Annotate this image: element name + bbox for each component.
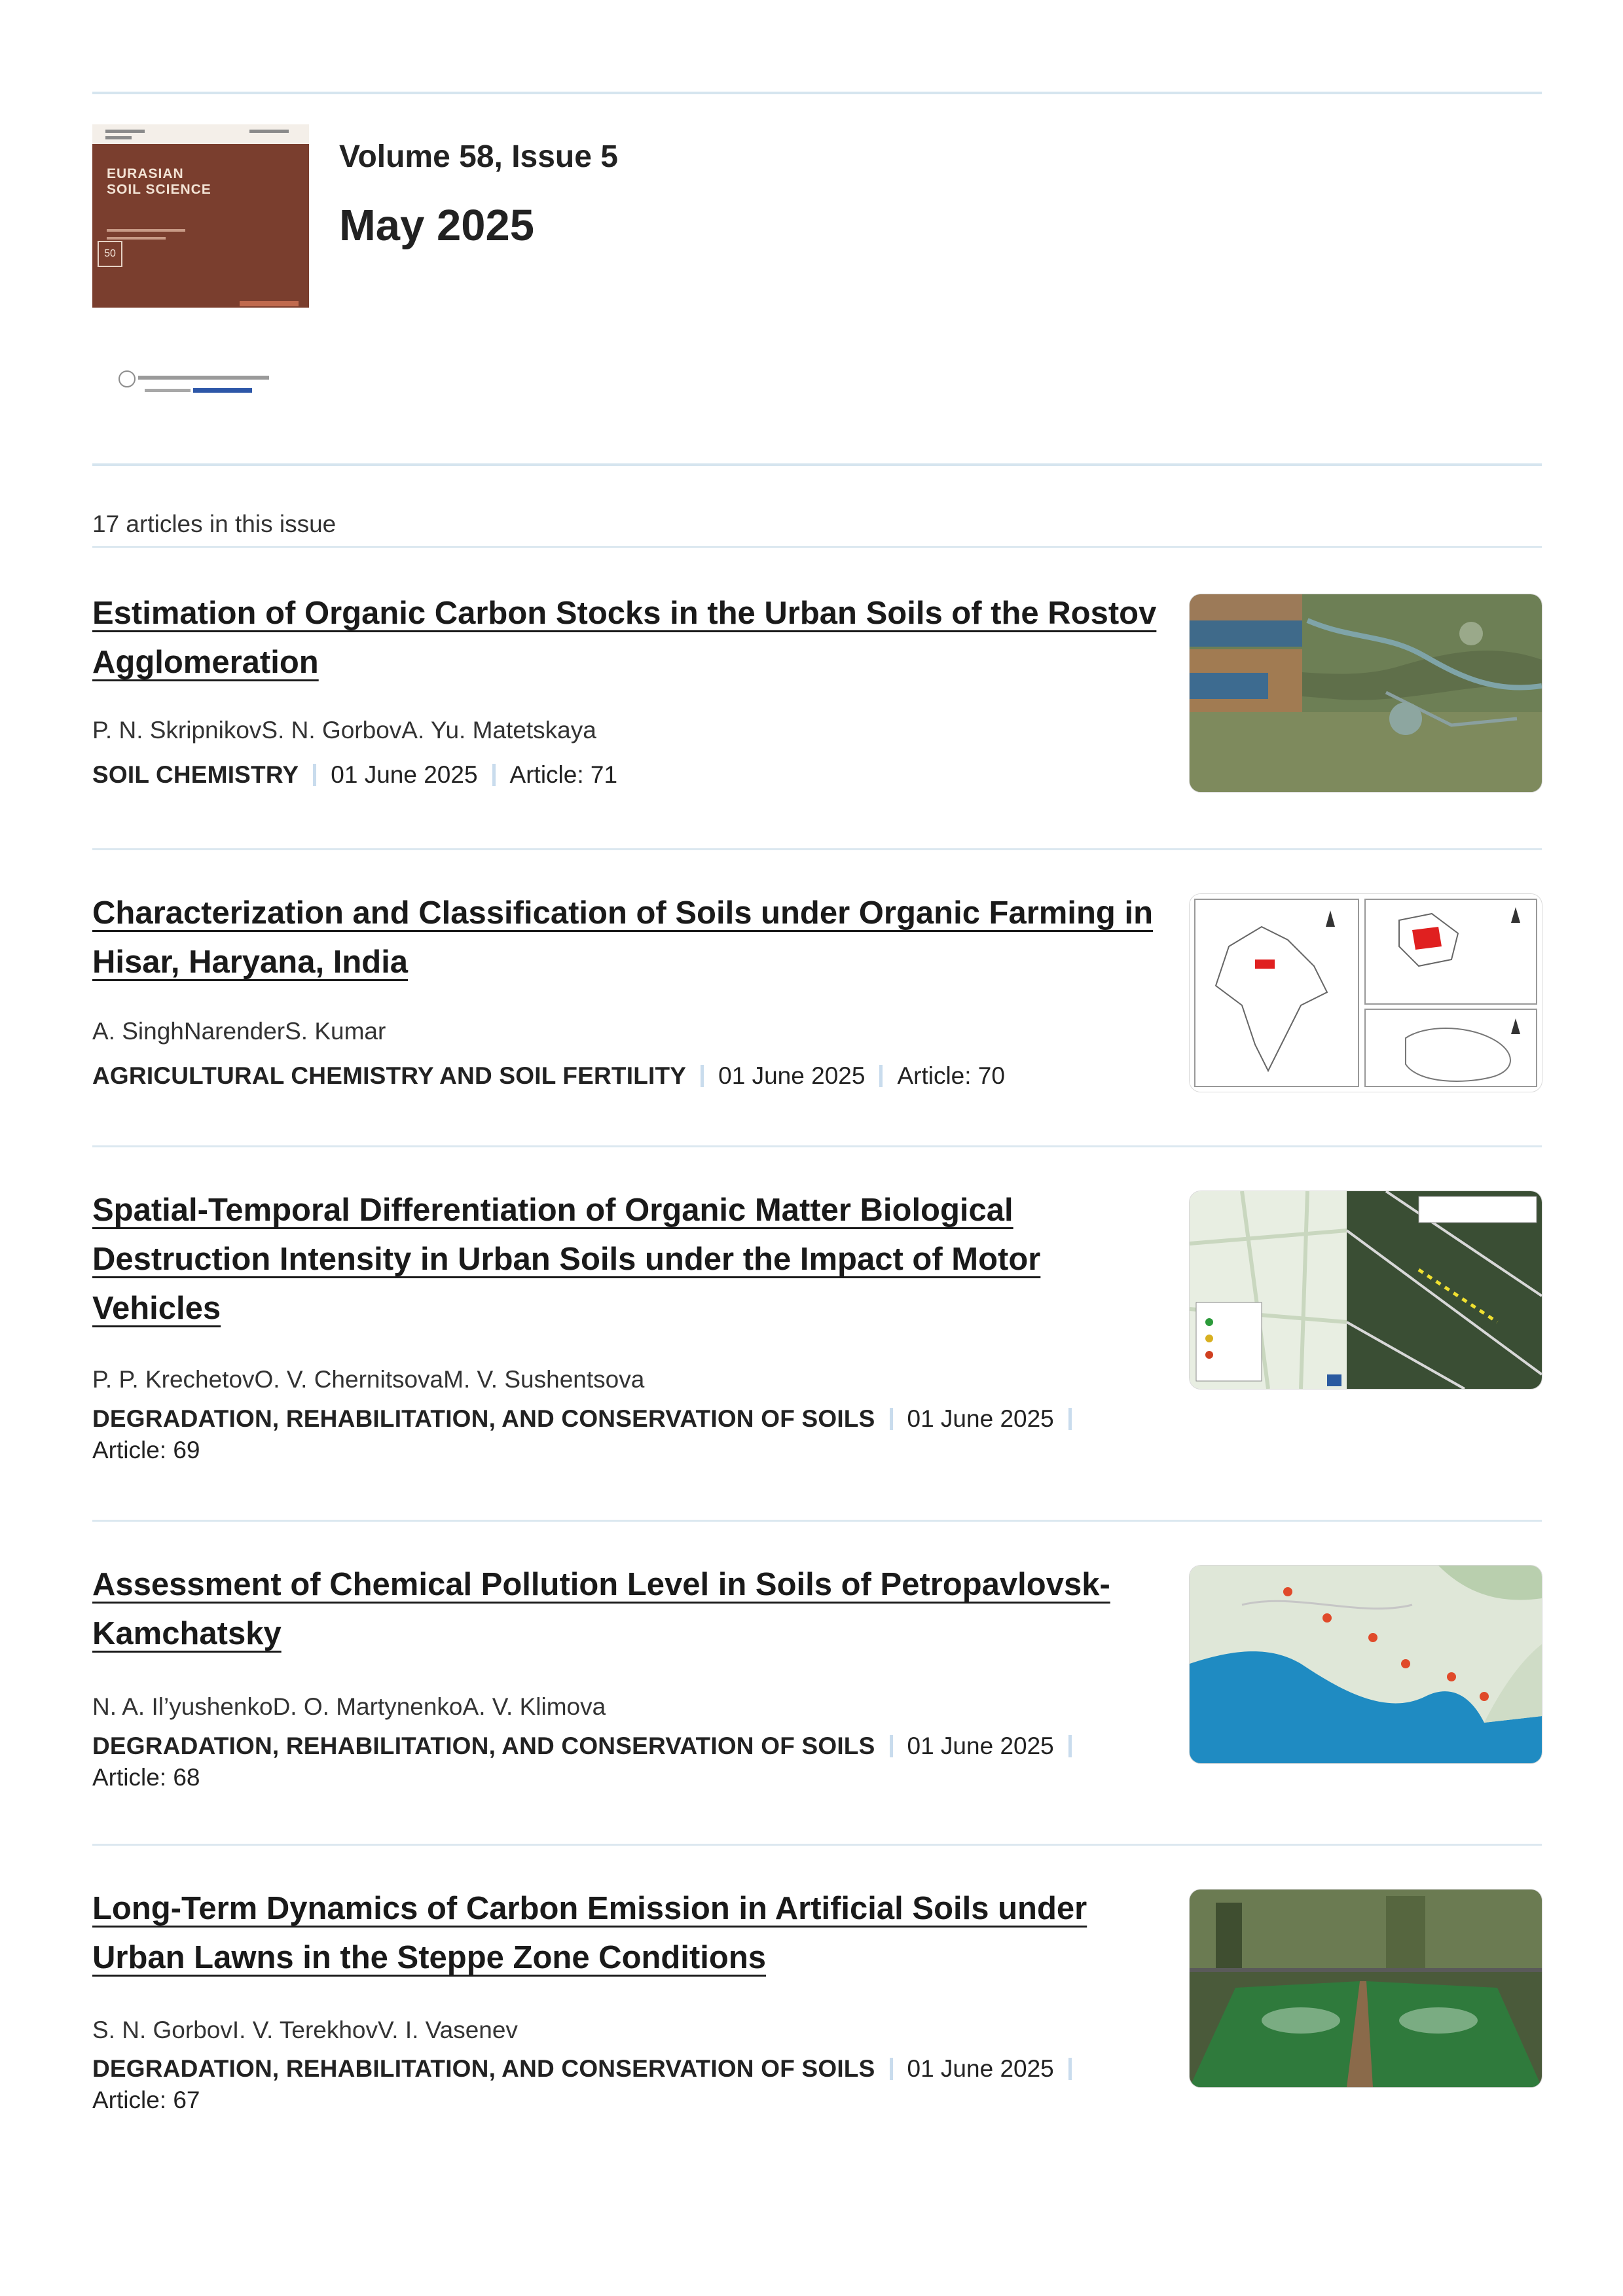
article-date: 01 June 2025 [907, 2055, 1054, 2082]
article-authors: P. P. KrechetovO. V. ChernitsovaM. V. Sushentsova [92, 1366, 645, 1393]
satellite-map-thumbnail[interactable] [1189, 594, 1542, 793]
article-divider [92, 848, 1542, 850]
road-map-thumbnail[interactable] [1189, 1191, 1542, 1390]
article-meta [92, 2053, 1192, 2116]
article-subject[interactable]: AGRICULTURAL CHEMISTRY AND SOIL FERTILITY [92, 1062, 687, 1089]
article-authors: N. A. Il’yushenkoD. O. MartynenkoA. V. Klimova [92, 1693, 606, 1720]
article-date: 01 June 2025 [331, 761, 478, 788]
article-authors: S. N. GorbovI. V. TerekhovV. I. Vasenev [92, 2017, 518, 2043]
publisher-logo [119, 367, 289, 399]
article-divider [92, 1844, 1542, 1846]
cover-anniversary-badge: 50 [98, 241, 122, 267]
article-meta [92, 1731, 1192, 1793]
article-title[interactable]: Characterization and Classification of Soils under Organic Farming in Hisar, Haryana, India [92, 895, 1154, 980]
article-subject[interactable]: DEGRADATION, REHABILITATION, AND CONSERVATION OF SOILS [92, 1732, 875, 1759]
article-date: 01 June 2025 [907, 1732, 1054, 1759]
article-subject[interactable]: SOIL CHEMISTRY [92, 761, 299, 788]
cover-band [240, 301, 299, 306]
article-date: 01 June 2025 [718, 1062, 866, 1089]
article-subject[interactable]: DEGRADATION, REHABILITATION, AND CONSERVATION OF SOILS [92, 2055, 875, 2082]
cover-top-strip [92, 124, 309, 144]
article-meta [92, 1060, 1192, 1092]
header-divider [92, 463, 1542, 466]
coastal-map-thumbnail[interactable] [1189, 1565, 1542, 1764]
article-divider [92, 1145, 1542, 1147]
article-title[interactable]: Estimation of Organic Carbon Stocks in the Urban Soils of the Rostov Agglomeration [92, 596, 1157, 680]
article-number: Article: 67 [92, 2087, 200, 2113]
issue-volume: Volume 58, Issue 5 [339, 139, 618, 174]
top-divider [92, 92, 1542, 94]
article-meta [92, 759, 1192, 791]
article-count: 17 articles in this issue [92, 511, 337, 537]
article-title[interactable]: Long-Term Dynamics of Carbon Emission in Artificial Soils under Urban Lawns in the Steppe Zone Conditions [92, 1891, 1087, 1975]
article-number: Article: 69 [92, 1437, 200, 1463]
article-number: Article: 71 [509, 761, 618, 788]
list-top-divider [92, 546, 1542, 548]
outline-map-thumbnail[interactable] [1189, 893, 1542, 1092]
article-divider [92, 1520, 1542, 1522]
article-number: Article: 70 [897, 1062, 1005, 1089]
lawn-photo-thumbnail[interactable] [1189, 1889, 1542, 2088]
article-title[interactable]: Spatial-Temporal Differentiation of Organic Matter Biological Destruction Intensity in Urban Soils under the Impact of Motor Vehicles [92, 1193, 1041, 1326]
article-meta [92, 1403, 1192, 1466]
issue-date: May 2025 [339, 201, 534, 250]
article-authors: A. SinghNarenderS. Kumar [92, 1018, 386, 1045]
article-date: 01 June 2025 [907, 1405, 1054, 1432]
issue-header [92, 124, 1542, 432]
article-number: Article: 68 [92, 1764, 200, 1791]
cover-title: EURASIAN SOIL SCIENCE [107, 166, 211, 197]
article-authors: P. N. SkripnikovS. N. GorbovA. Yu. Matetskaya [92, 717, 596, 744]
journal-cover-image[interactable] [92, 144, 309, 308]
article-title[interactable]: Assessment of Chemical Pollution Level in Soils of Petropavlovsk-Kamchatsky [92, 1567, 1110, 1651]
article-subject[interactable]: DEGRADATION, REHABILITATION, AND CONSERVATION OF SOILS [92, 1405, 875, 1432]
